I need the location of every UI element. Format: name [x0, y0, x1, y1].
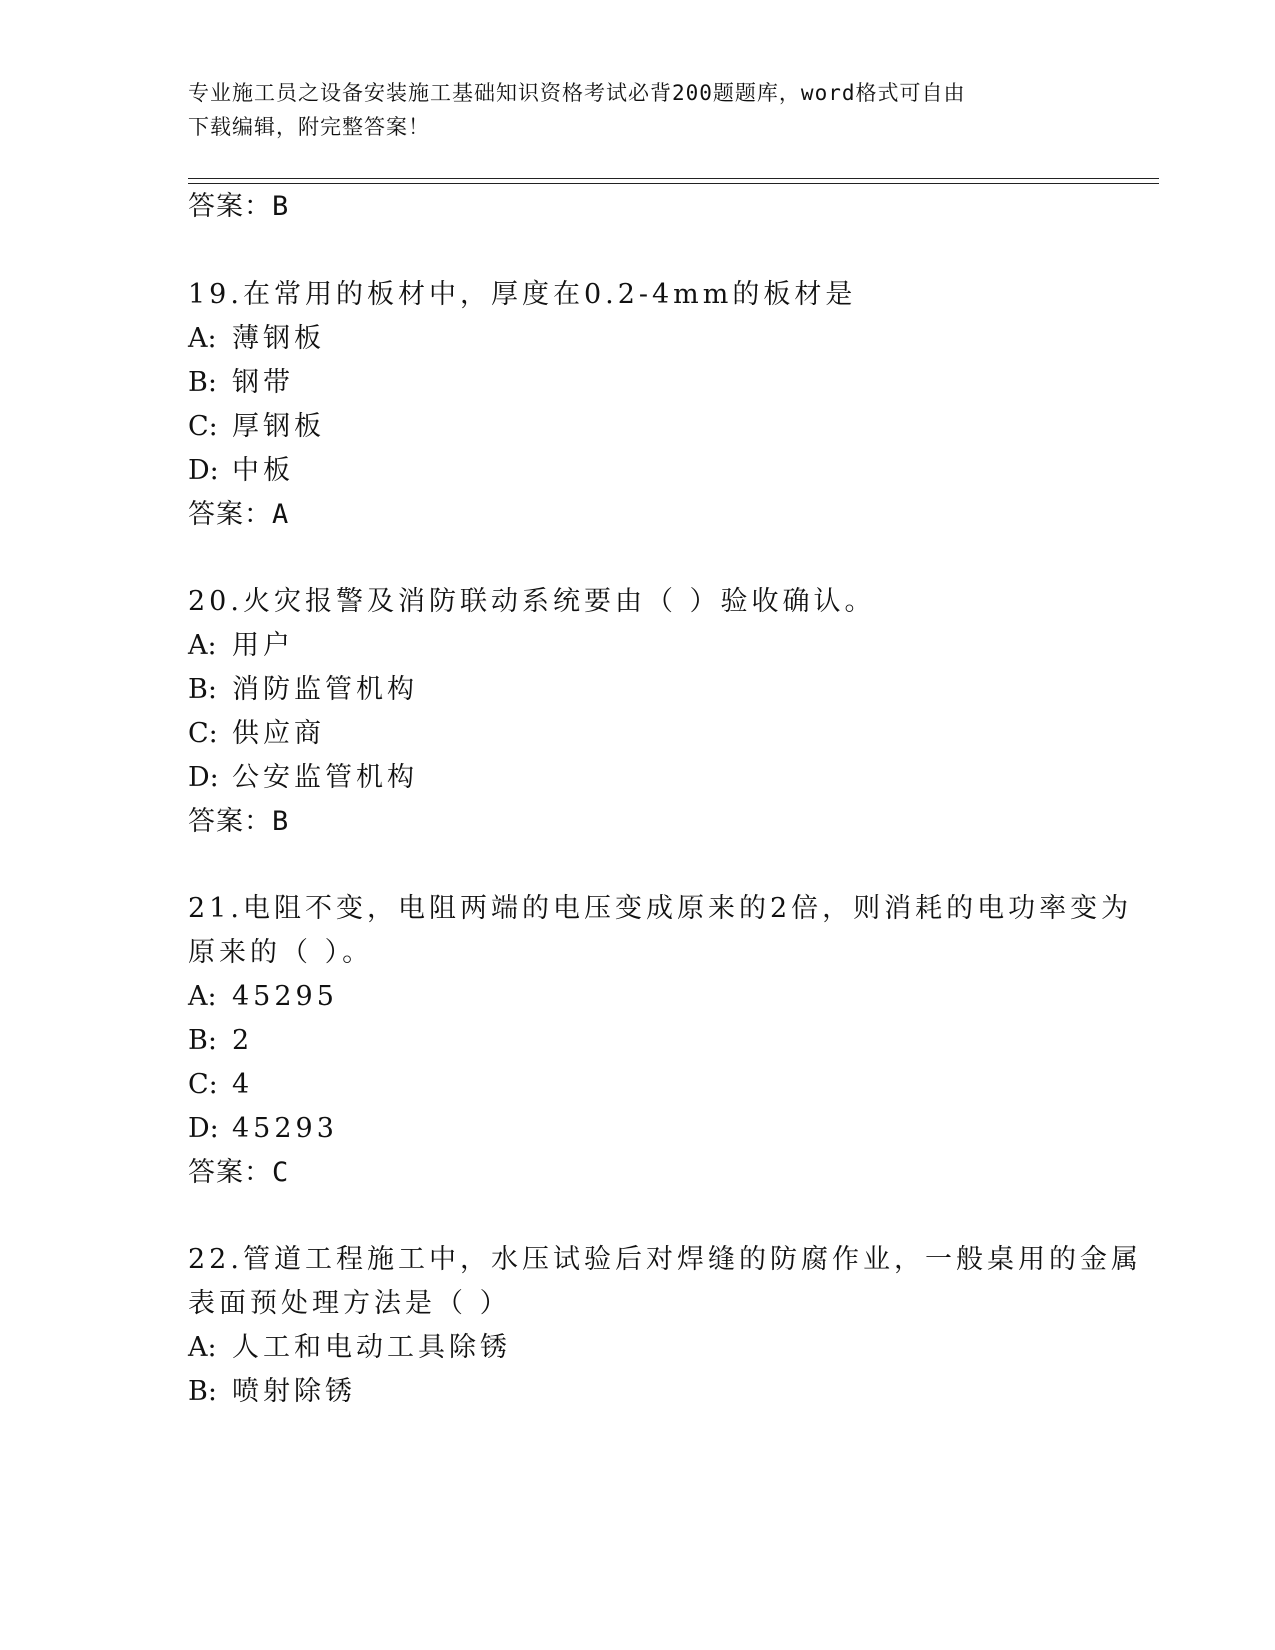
option-text: 厚钢板	[232, 411, 325, 442]
option-text: 供应商	[232, 718, 325, 749]
question-title: 22.管道工程施工中，水压试验后对焊缝的防腐作业，一般桌用的金属	[188, 1244, 1142, 1275]
option-text: 人工和电动工具除锈	[232, 1332, 511, 1363]
option-letter: C:	[188, 1069, 218, 1100]
option-letter: B:	[188, 674, 217, 705]
option-row	[188, 322, 325, 356]
header-line-1: 专业施工员之设备安装施工基础知识资格考试必背200题题库，word格式可自由	[188, 81, 966, 105]
option-row	[188, 454, 294, 488]
option-letter: D:	[188, 455, 219, 486]
option-text: 4	[232, 1069, 254, 1100]
option-text: 钢带	[232, 367, 294, 398]
option-row	[188, 1068, 253, 1102]
option-text: 中板	[232, 455, 294, 486]
option-letter: A:	[188, 323, 217, 354]
answer-line: 答案：B	[188, 806, 290, 837]
answer-line: 答案：C	[188, 1157, 290, 1188]
option-letter: B:	[188, 367, 217, 398]
question-title-continued: 原来的（ ）。	[188, 937, 374, 968]
option-text: 喷射除锈	[232, 1376, 356, 1407]
answer-line: 答案：A	[188, 499, 290, 530]
option-row	[188, 1331, 511, 1365]
option-text: 45293	[232, 1113, 338, 1144]
header-line-2: 下载编辑，附完整答案！	[188, 115, 430, 139]
question-title: 19.在常用的板材中，厚度在0.2-4mm的板材是	[188, 279, 857, 310]
option-text: 45295	[232, 981, 338, 1012]
header-divider-top	[188, 178, 1159, 179]
option-text: 公安监管机构	[232, 762, 418, 793]
option-row	[188, 410, 325, 444]
option-row	[188, 673, 418, 707]
previous-answer: 答案：B	[188, 191, 290, 222]
option-letter: C:	[188, 718, 218, 749]
option-text: 2	[232, 1025, 254, 1056]
question-title-continued: 表面预处理方法是（ ）	[188, 1288, 511, 1319]
option-row	[188, 1024, 253, 1058]
option-letter: A:	[188, 981, 217, 1012]
option-row	[188, 1375, 356, 1409]
option-text: 消防监管机构	[232, 674, 418, 705]
option-row	[188, 366, 294, 400]
option-letter: C:	[188, 411, 218, 442]
question-title: 20.火灾报警及消防联动系统要由（ ）验收确认。	[188, 586, 876, 617]
option-letter: B:	[188, 1376, 217, 1407]
question-title: 21.电阻不变，电阻两端的电压变成原来的2倍，则消耗的电功率变为	[188, 893, 1133, 924]
option-row	[188, 761, 418, 795]
option-letter: D:	[188, 762, 219, 793]
option-row	[188, 629, 294, 663]
document-header	[188, 76, 1088, 144]
option-row	[188, 980, 338, 1014]
option-text: 用户	[232, 630, 294, 661]
option-letter: D:	[188, 1113, 219, 1144]
option-row	[188, 717, 325, 751]
option-text: 薄钢板	[232, 323, 325, 354]
header-divider-bottom	[188, 183, 1159, 184]
option-row	[188, 1112, 338, 1146]
option-letter: B:	[188, 1025, 217, 1056]
option-letter: A:	[188, 630, 217, 661]
option-letter: A:	[188, 1332, 217, 1363]
